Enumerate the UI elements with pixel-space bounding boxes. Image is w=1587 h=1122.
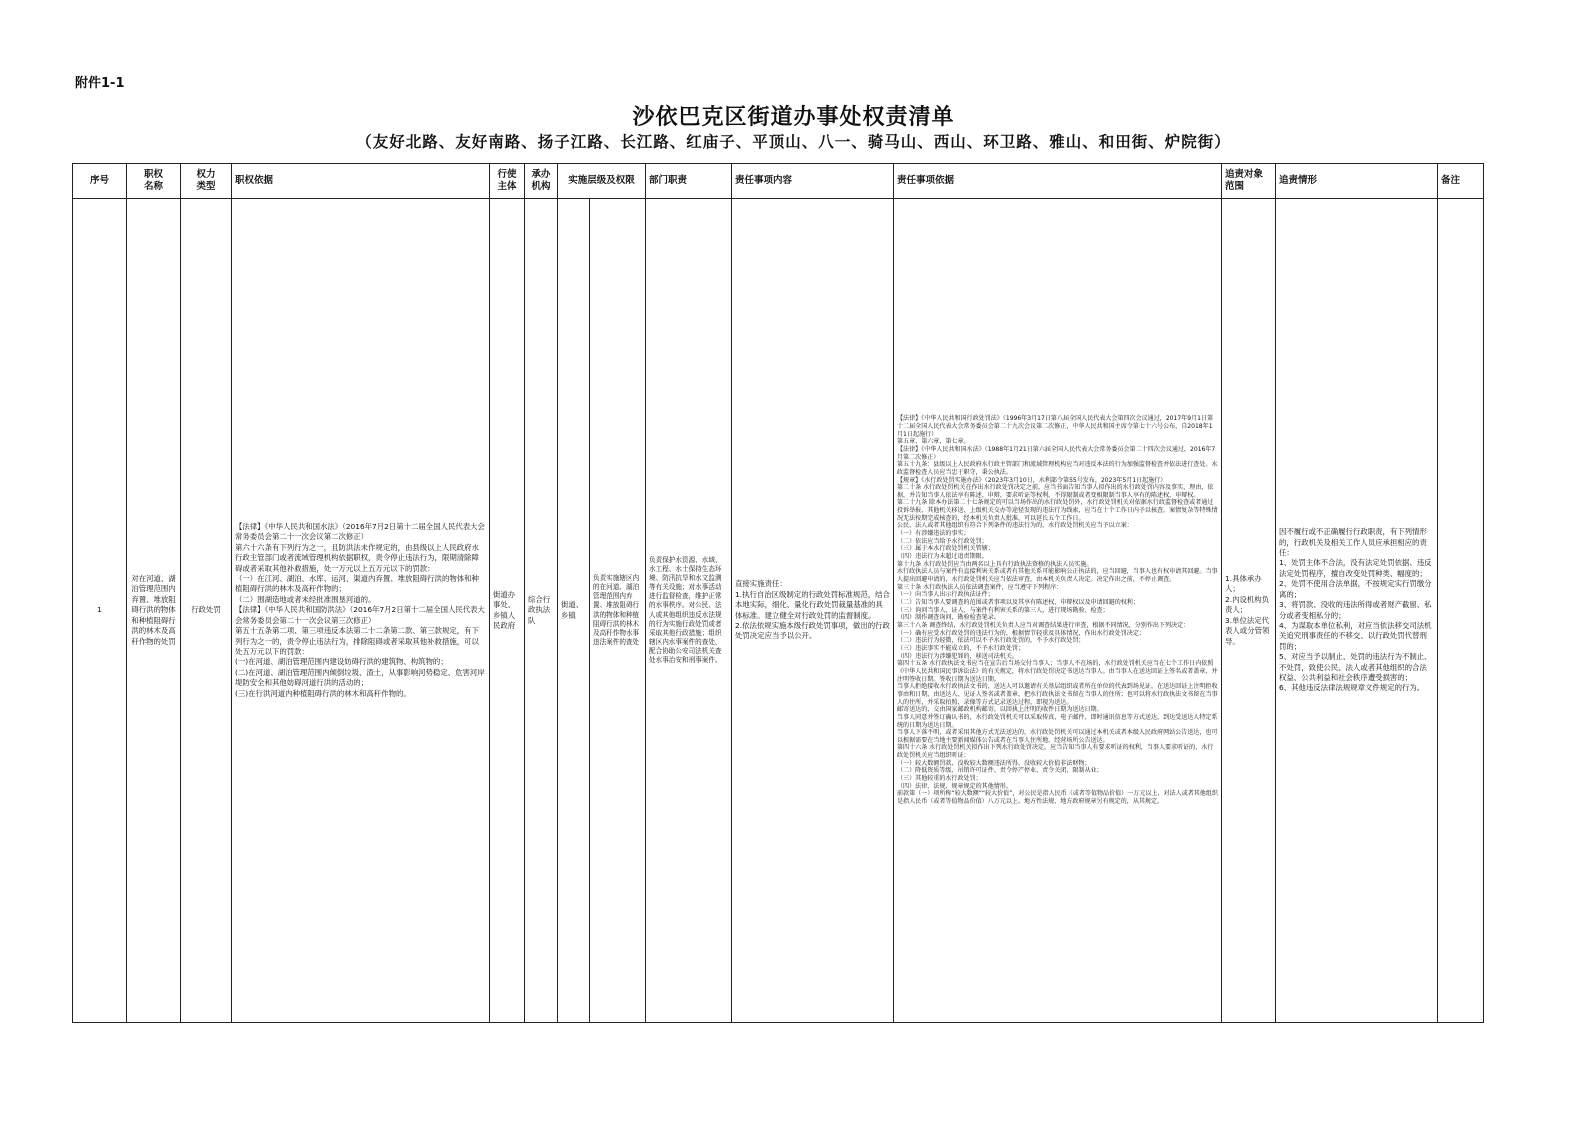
situation-text: 因不履行或不正确履行行政职责，有下列情形的，行政机关及相关工作人员应承担相应的责任： 1、处罚主体不合法，没有法定处罚依据、违反法定处罚程序，擅自改变处罚种类、幅度的； 2、处罚不使用合法单据，不按规定实行罚缴分离的； 3、将罚款、没收的违法所得或者财产截留、私分或者变相私分的； 4、为谋取本单位私利，对应当依法移交司法机关追究刑事责任的不移交、以行政处罚代替刑罚的； 5、对应当予以制止、处罚的违法行为不制止、不处罚，致使公民、法人或者其他组织的合法权益、公共利益和社会秩序遭受损害的； 6、其他违反法律法规规章文件规定的行为。 xyxy=(1279,527,1432,693)
cell-organ xyxy=(525,199,558,1023)
remark-text xyxy=(1438,609,1483,613)
header-name: 职权 名称 xyxy=(127,164,181,199)
basis-text: 【法律】《中华人民共和国水法》（2016年7月2日第十二届全国人民代表大会常务委员会第二十一次会议第二次修正） 第六十六条有下列行为之一，且防洪法未作规定的，由县级以上人民政府水行政主管部门或者流域管理机构依据职权，责令停止违法行为，限期清除障碍或者采取其他补救措施，处一万元以上五万元以下的罚款： （一）在江河、湖泊、水库、运河、渠道内弃置、堆放阻碍行洪的物体和种植阻碍行洪的林木及高秆作物的； （二）围湖造地或者未经批准围垦河道的。 【法律】《中华人民共和国防洪法》（2016年7月2日第十二届全国人民代表大会常务委员会第二十一次会议第三次修正） 第五十五条第二项、第三项违反本法第二十二条第二款、第三款规定，有下列行为之一的，责令停止违法行为，排除阻碍或者采取其他补救措施，可以处五万元以下的罚款： (一)在河道、湖泊管理范围内建设妨碍行洪的建筑物、构筑物的； (二)在河道、湖泊管理范围内倾倒垃圾、渣土，从事影响河势稳定、危害河岸堤防安全和其他妨碍河道行洪的活动的； (三)在行洪河道内种植阻碍行洪的林木和高秆作物的。 xyxy=(235,522,485,698)
header-row xyxy=(73,164,1484,199)
type-text: 行政处罚 xyxy=(191,605,221,615)
level-text: 街道、乡镇 xyxy=(561,600,584,620)
content-text: 直接实施责任： 1.执行自治区级制定的行政处罚标准规范，结合本地实际，细化、量化行政处罚裁量基准的具体标准。建立健全对行政处罚的监督制度。 2.依法依规实施本级行政处罚事项，做出的行政处罚决定应当予以公开。 xyxy=(735,579,890,641)
table-row xyxy=(73,199,1484,1023)
cell-seq xyxy=(73,199,127,1023)
cell-basis xyxy=(232,199,490,1023)
cell-duty-a xyxy=(646,199,732,1023)
cell-situation xyxy=(1276,199,1438,1023)
header-duty: 部门职责 xyxy=(646,164,732,199)
header-remark: 备注 xyxy=(1438,164,1484,199)
name-text: 对在河道、湖泊管理范围内弃置、堆放阻碍行洪的物体和种植阻碍行洪的林木及高秆作物的处罚 xyxy=(131,574,176,646)
header-resp-basis: 责任事项依据 xyxy=(894,164,1222,199)
cell-duty-b xyxy=(590,199,646,1023)
resp-basis-text: 【法律】《中华人民共和国行政处罚法》（1996年3月17日第八届全国人民代表大会第四次会议通过，2017年9月1日第十二届全国人民代表大会常务委员会第二十九次会议第二次修正，中华人民共和国主席令第七十六号公布，自2018年1月1日起施行） 第五章、第六章、第七章。 【法律】《中华人民共和国水法》（1988年1月21日第六届全国人民代表大会常务委员会第二十四次会议通过，2016年7月第二次修正） 第五十九条：县级以上人民政府水行政主管部门和流域管理机构应当对违反本法的行为加强监督检查并依法进行查处。水政监督检查人员应当忠于职守，秉公执法。 【规章】《水行政处罚实施办法》（2023年3月10日，水利部令第55号发布，2023年5月1日起施行） 第二十条 水行政处罚机关在作出水行政处罚决定之前，应当书面告知当事人拟作出的水行政处罚内容及事实、理由、依据，并告知当事人依法享有陈述、申辩、要求听证等权利。不得限制或者变相限制当事人享有的陈述权、申辩权。 第二十九条 除本办法第二十七条规定的可以当场作出的水行政处罚外，水行政处罚机关对依据水行政监督检查或者通过投诉举报、其他机关移送、上级机关交办等途径发现的违法行为线索，应当在十个工作日内予以核查。案情复杂等特殊情况无法按期完成核查的，经本机关负责人批准，可以延长五个工作日。 公民、法人或者其他组织有符合下列条件的违法行为的，水行政处罚机关应当予以立案： （一）有涉嫌违法的事实； （二）依法应当给予水行政处罚； （三）属于本水行政处罚机关管辖； （四）违法行为未超过追责期限。 第十九条 水行政处罚应当由两名以上具有行政执法资格的执法人员实施。 水行政执法人员与案件有直接利害关系或者有其他关系可能影响公正执法的，应当回避，当事人也有权申请其回避。当事人提出回避申请的，水行政处罚机关应当依法审查，由本机关负责人决定。决定作出之前，不停止调查。 第三十条 水行政执法人员依法调查案件，应当遵守下列程序： （一）向当事人出示行政执法证件； （二）告知当事人要调查的范围或者事项以及其享有陈述权、申辩权以及申请回避的权利； （三）询问当事人、证人、与案件有利害关系的第三人，进行现场勘验、检查； （四）制作调查询问、勘验检查笔录。 第三十八条 调查终结，水行政处罚机关负责人应当对调查结果进行审查，根据不同情况，分别作出下列决定： （一）确有应受水行政处罚的违法行为的，根据情节轻重及具体情况，作出水行政处罚决定； （二）违法行为轻微，依法可以不予水行政处罚的，不予水行政处罚； （三）违法事实不能成立的，不予水行政处罚； （四）违法行为涉嫌犯罪的，移送司法机关。 第四十五条 水行政执法文书应当在宣告后当场交付当事人；当事人不在场的，水行政处罚机关应当在七个工作日内依照《中华人民共和国民事诉讼法》的有关规定，将水行政处罚决定书送达当事人。由当事人在送达回证上签名或者盖章，并注明签收日期。签收日期为送达日期。 当事人拒绝接收水行政执法文书的，送达人可以邀请有关基层组织或者所在单位的代表到场见证，在送达回证上注明拒收事由和日期，由送达人、见证人签名或者盖章，把水行政执法文书留在当事人的住所；也可以将水行政执法文书留在当事人的住所，并采取拍照、录像等方式记录送达过程，即视为送达。 邮寄送达的，交由国家邮政机构邮寄。以回执上注明的收件日期为送达日期。 当事人同意并签订确认书的，水行政处罚机关可以采取传真、电子邮件、即时通讯信息等方式送达，到达受送达人特定系统的日期为送达日期。 当事人下落不明，或者采用其他方式无法送达的，水行政处罚机关可以通过本机关或者本级人民政府网站公告送达，也可以根据需要在当地主要新闻媒体公告或者在当事人住所地、经营场所公告送达。 第四十六条 水行政处罚机关拟作出下列水行政处罚决定，应当告知当事人有要求听证的权利，当事人要求听证的，水行政处罚机关应当组织听证： （一）较大数额罚款、没收较大数额违法所得、没收较大价值非法财物； （二）降低资质等级、吊销许可证件、责令停产停业、责令关闭、限制从业； （三）其他较重的水行政处罚； （四）法律、法规、规章规定的其他情形。 前款第（一）项所称“较大数额”“较大价值”，对公民是指人民币（或者等值物品价值）一万元以上、对法人或者其他组织是指人民币（或者等值物品价值）八万元以上。地方性法规、地方政府规章另有规定的，从其规定。 xyxy=(897,415,1218,806)
target-text: 1.具体承办人； 2.内设机构负责人； 3.单位法定代表人或分管领导。 xyxy=(1225,574,1270,646)
cell-remark xyxy=(1438,199,1484,1023)
page-title: 沙依巴克区街道办事处权责清单 xyxy=(632,104,955,130)
duty-b-text: 负责实施辖区内的在河道、湖泊管理范围内弃置、堆放阻碍行洪的物体和种植阻碍行洪的林木及高秆作物水事违法案件的查处 xyxy=(593,574,640,646)
duty-a-text: 负责保护水资源、水域、水工程、水土保持生态环境、防汛抗旱和水文监测等有关设施；对水事活动进行监督检查，维护正常的水事秩序。对公民、法人或其他组织违反水法规的行为实施行政处罚或者采取其他行政措施；组织辖区内水事案件的查处，配合协助公安司法机关查处水事治安和刑事案件。 xyxy=(649,555,722,664)
header-type: 权力 类型 xyxy=(181,164,232,199)
cell-content xyxy=(732,199,894,1023)
page-subtitle: （友好北路、友好南路、扬子江路、长江路、红庙子、平顶山、八一、骑马山、西山、环卫路、雅山、和田街、炉院街） xyxy=(356,132,1231,151)
header-level: 实施层级及权限 xyxy=(558,164,646,199)
header-target: 追责对象 范围 xyxy=(1222,164,1276,199)
cell-target xyxy=(1222,199,1276,1023)
header-seq: 序号 xyxy=(73,164,127,199)
cell-type xyxy=(181,199,232,1023)
header-content: 责任事项内容 xyxy=(732,164,894,199)
organ-text: 综合行政执法队 xyxy=(528,594,551,625)
cell-subject xyxy=(490,199,525,1023)
attachment-label: 附件1-1 xyxy=(75,76,125,91)
header-situation: 追责情形 xyxy=(1276,164,1438,199)
header-basis: 职权依据 xyxy=(232,164,490,199)
header-organ: 承办 机构 xyxy=(525,164,558,199)
responsibility-table xyxy=(72,163,1484,1023)
cell-resp-basis xyxy=(894,199,1222,1023)
cell-level xyxy=(558,199,590,1023)
subject-text: 街道办事处、乡镇人民政府 xyxy=(493,589,516,630)
cell-name xyxy=(127,199,181,1023)
header-subject: 行使 主体 xyxy=(490,164,525,199)
seq-text: 1 xyxy=(97,605,102,615)
